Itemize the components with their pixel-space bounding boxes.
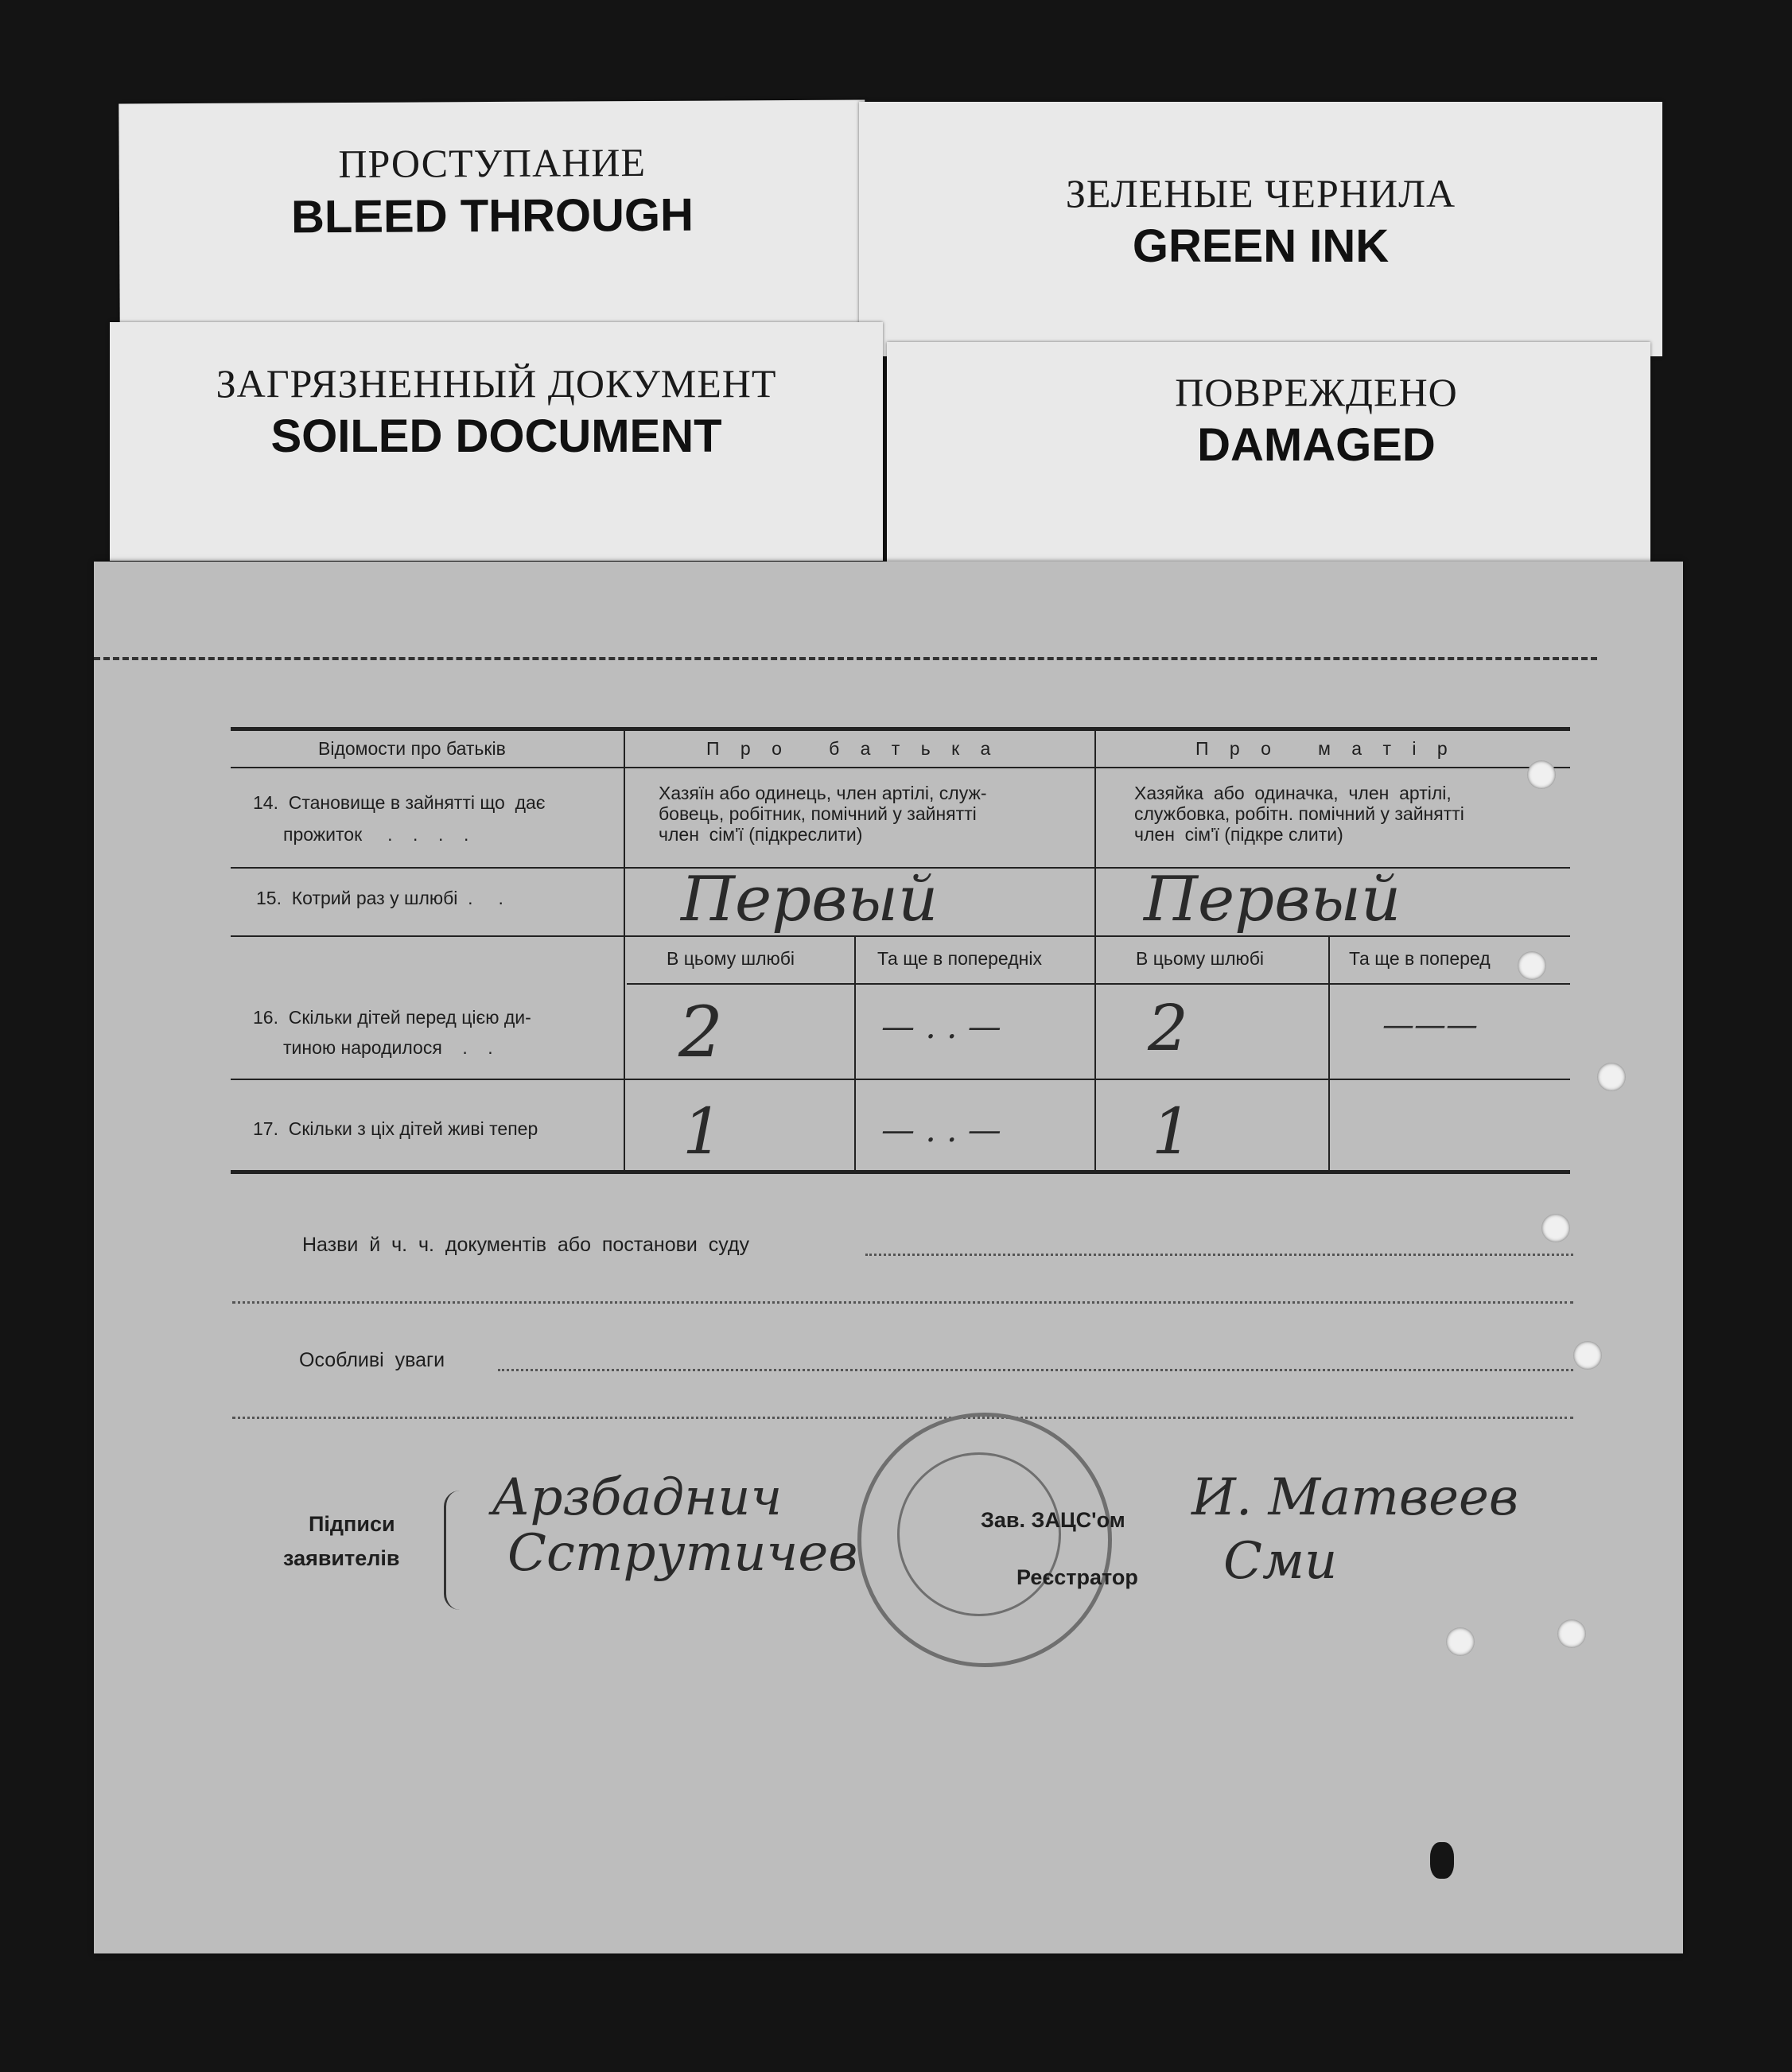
label-card-bleed-through (119, 100, 865, 327)
row14-mother-3: член сім'ї (підкре слити) (1134, 824, 1343, 845)
applicant-signature-2: Сструтичев (507, 1524, 858, 1583)
registrar-label: Реєстратор (1017, 1565, 1138, 1589)
label-en: BLEED THROUGH (290, 189, 694, 243)
registry-form-sheet (94, 562, 1683, 1953)
subheader-previous-mother: Та ще в поперед (1349, 948, 1491, 969)
signatures-label-2: заявителів (283, 1546, 400, 1570)
row16-mother-prev: ——— (1382, 1007, 1478, 1044)
row14-father-3: член сім'ї (підкреслити) (659, 824, 863, 845)
registrar-signature-scribble: Сми (1223, 1532, 1338, 1591)
punch-hole (1446, 1627, 1475, 1656)
row14-mother-1: Хазяйка або одиначка, член артілі, (1134, 783, 1452, 803)
row14-mother-2: службовка, робітн. помічний у зайнятті (1134, 803, 1464, 824)
perforation-line (94, 657, 1597, 660)
label-card-damaged (887, 342, 1650, 573)
label-en: SOILED DOCUMENT (270, 410, 722, 462)
punch-hole (1573, 1341, 1602, 1370)
remarks-field-line-1 (498, 1369, 1573, 1371)
signatures-label-1: Підписи (309, 1512, 395, 1536)
subheader-this-marriage-mother: В цьому шлюбі (1136, 948, 1265, 969)
subheader-this-marriage: В цьому шлюбі (667, 948, 795, 969)
row17-label: 17. Скільки з ціх дітей живі тепер (253, 1118, 538, 1139)
row16-father-this: 2 (678, 991, 723, 1073)
head-label: Зав. ЗАЦС'ом (981, 1508, 1125, 1532)
punch-hole (1541, 1214, 1570, 1242)
row16-mother-this: 2 (1148, 991, 1188, 1065)
label-en: DAMAGED (1197, 419, 1436, 471)
label-ru: ПОВРЕЖДЕНО (1175, 370, 1458, 414)
row15-mother-handwritten: Первый (1144, 864, 1401, 935)
header-father: П р о б а т ь к а (706, 738, 999, 759)
punch-hole (1527, 760, 1556, 789)
applicant-signature-1: Арзбаднич (492, 1468, 783, 1527)
signature-brace (444, 1491, 465, 1610)
header-mother: П р о м а т і р (1195, 738, 1456, 759)
punch-hole (1557, 1619, 1586, 1648)
row16-label-1: 16. Скільки дітей перед цією ди- (253, 1007, 531, 1028)
head-signature: И. Матвеев (1191, 1468, 1519, 1527)
label-ru: ЗАГРЯЗНЕННЫЙ ДОКУМЕНТ (216, 361, 777, 406)
row16-father-prev: — . . — (881, 1007, 1001, 1046)
label-card-soiled-document (110, 322, 883, 561)
header-info: Відомости про батьків (318, 738, 506, 759)
punch-hole (1518, 951, 1546, 980)
label-card-green-ink (859, 102, 1662, 356)
documents-field-label: Назви й ч. ч. документів або постанови суду (302, 1234, 749, 1256)
label-en: GREEN INK (1132, 220, 1390, 272)
subheader-previous: Та ще в попередніх (877, 948, 1042, 969)
official-stamp-inner (897, 1452, 1061, 1616)
row15-father-handwritten: Первый (681, 864, 939, 935)
row14-label-2: прожиток . . . . (283, 824, 469, 845)
row14-father-2: бовець, робітник, помічний у зайнятті (659, 803, 977, 824)
remarks-field-line-2 (232, 1417, 1573, 1419)
row17-father-prev: — . . — (881, 1110, 1001, 1149)
documents-field-line-1 (865, 1254, 1573, 1256)
row14-label-1: 14. Становище в зайнятті що дає (253, 792, 546, 813)
row15-label: 15. Котрий раз у шлюбі . . (256, 888, 503, 908)
row16-label-2: тиною народилося . . (283, 1037, 493, 1058)
documents-field-line-2 (232, 1301, 1573, 1304)
label-ru: ЗЕЛЕНЫЕ ЧЕРНИЛА (1065, 171, 1456, 216)
torn-hole (1430, 1842, 1454, 1879)
row14-father-1: Хазяїн або одинець, член артілі, служ- (659, 783, 987, 803)
row17-mother-this: 1 (1152, 1094, 1192, 1168)
label-ru: ПРОСТУПАНИЕ (338, 139, 647, 187)
remarks-field-label: Особливі уваги (299, 1349, 445, 1371)
row17-father-this: 1 (682, 1094, 723, 1168)
punch-hole (1597, 1063, 1626, 1091)
